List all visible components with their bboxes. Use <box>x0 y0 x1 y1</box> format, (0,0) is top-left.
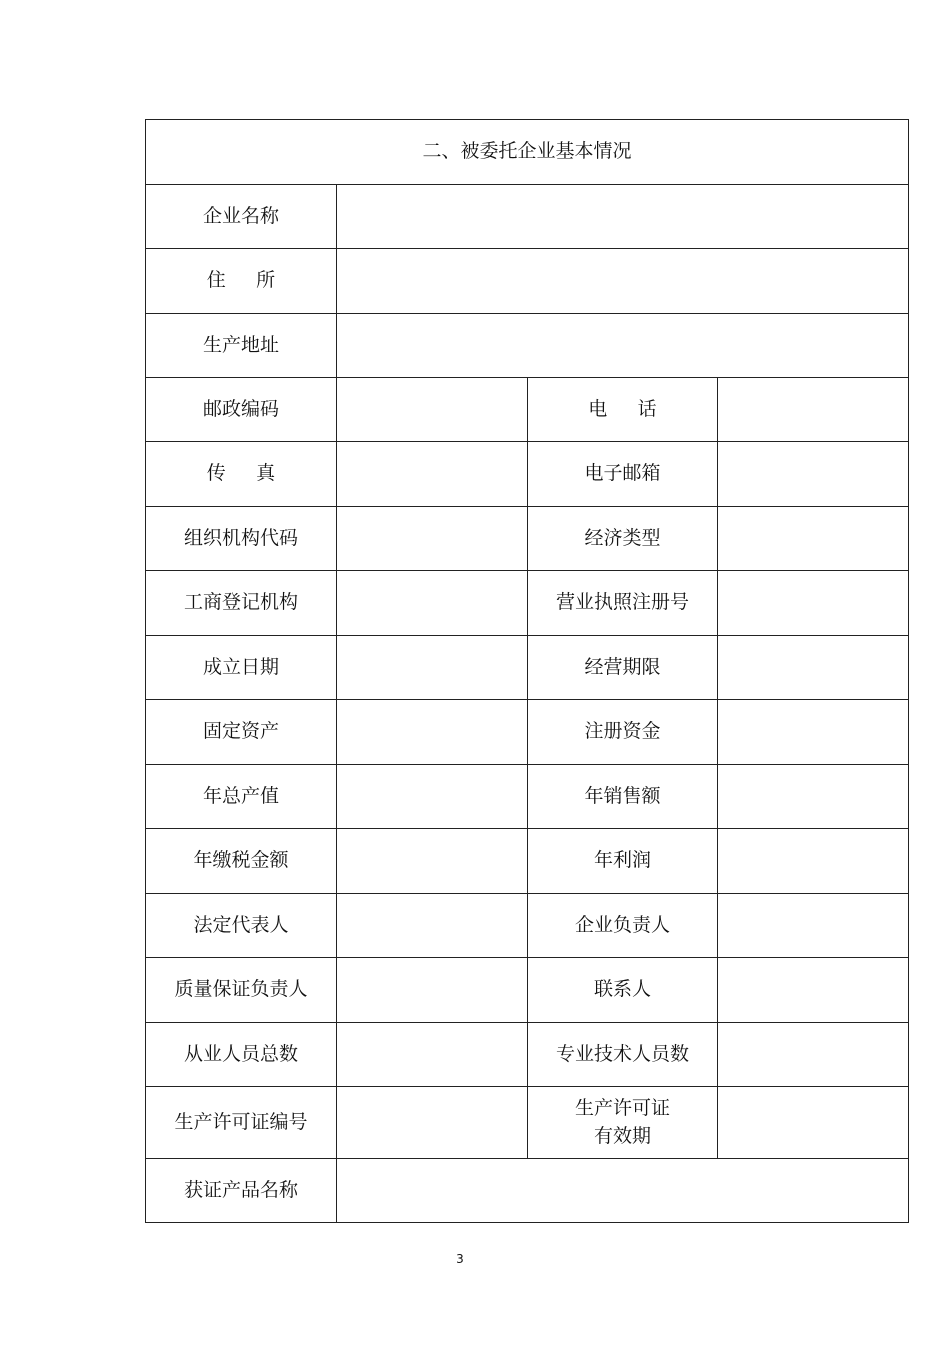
license-validity-field[interactable] <box>718 1087 909 1159</box>
total-employees-label: 从业人员总数 <box>146 1023 337 1087</box>
production-address-label: 生产地址 <box>146 314 337 378</box>
business-license-number-label: 营业执照注册号 <box>528 571 718 636</box>
email-field[interactable] <box>718 442 909 507</box>
section-title: 二、被委托企业基本情况 <box>146 120 909 185</box>
quality-head-label: 质量保证负责人 <box>146 958 337 1023</box>
annual-tax-field[interactable] <box>337 829 528 894</box>
contact-person-field[interactable] <box>718 958 909 1023</box>
registered-capital-label: 注册资金 <box>528 700 718 765</box>
fax-label: 传真 <box>146 442 337 507</box>
legal-representative-label: 法定代表人 <box>146 894 337 958</box>
economic-type-label: 经济类型 <box>528 507 718 571</box>
quality-head-field[interactable] <box>337 958 528 1023</box>
contact-person-label: 联系人 <box>528 958 718 1023</box>
registration-authority-field[interactable] <box>337 571 528 636</box>
fax-field[interactable] <box>337 442 528 507</box>
enterprise-head-field[interactable] <box>718 894 909 958</box>
residence-label: 住所 <box>146 249 337 314</box>
annual-output-label: 年总产值 <box>146 765 337 829</box>
operating-period-field[interactable] <box>718 636 909 700</box>
annual-profit-field[interactable] <box>718 829 909 894</box>
annual-profit-label: 年利润 <box>528 829 718 894</box>
fixed-assets-label: 固定资产 <box>146 700 337 765</box>
registered-capital-field[interactable] <box>718 700 909 765</box>
license-number-label: 生产许可证编号 <box>146 1087 337 1159</box>
certified-product-field[interactable] <box>337 1159 909 1223</box>
phone-label: 电话 <box>528 378 718 442</box>
postal-code-label: 邮政编码 <box>146 378 337 442</box>
license-validity-label <box>528 1087 718 1159</box>
org-code-field[interactable] <box>337 507 528 571</box>
fixed-assets-field[interactable] <box>337 700 528 765</box>
license-validity-label-line1: 生产许可证 <box>574 1096 670 1119</box>
enterprise-name-field[interactable] <box>337 185 909 249</box>
operating-period-label: 经营期限 <box>528 636 718 700</box>
license-validity-label-line2: 有效期 <box>593 1124 651 1147</box>
enterprise-name-label: 企业名称 <box>146 185 337 249</box>
phone-field[interactable] <box>718 378 909 442</box>
annual-sales-field[interactable] <box>718 765 909 829</box>
postal-code-field[interactable] <box>337 378 528 442</box>
residence-field[interactable] <box>337 249 909 314</box>
annual-output-field[interactable] <box>337 765 528 829</box>
email-label: 电子邮箱 <box>528 442 718 507</box>
business-license-number-field[interactable] <box>718 571 909 636</box>
legal-representative-field[interactable] <box>337 894 528 958</box>
enterprise-info-table <box>145 119 909 1223</box>
establish-date-field[interactable] <box>337 636 528 700</box>
certified-product-label: 获证产品名称 <box>146 1159 337 1223</box>
enterprise-head-label: 企业负责人 <box>528 894 718 958</box>
technical-staff-label: 专业技术人员数 <box>528 1023 718 1087</box>
annual-sales-label: 年销售额 <box>528 765 718 829</box>
license-number-field[interactable] <box>337 1087 528 1159</box>
technical-staff-field[interactable] <box>718 1023 909 1087</box>
economic-type-field[interactable] <box>718 507 909 571</box>
production-address-field[interactable] <box>337 314 909 378</box>
registration-authority-label: 工商登记机构 <box>146 571 337 636</box>
org-code-label: 组织机构代码 <box>146 507 337 571</box>
annual-tax-label: 年缴税金额 <box>146 829 337 894</box>
establish-date-label: 成立日期 <box>146 636 337 700</box>
page-number: 3 <box>456 1252 464 1266</box>
total-employees-field[interactable] <box>337 1023 528 1087</box>
